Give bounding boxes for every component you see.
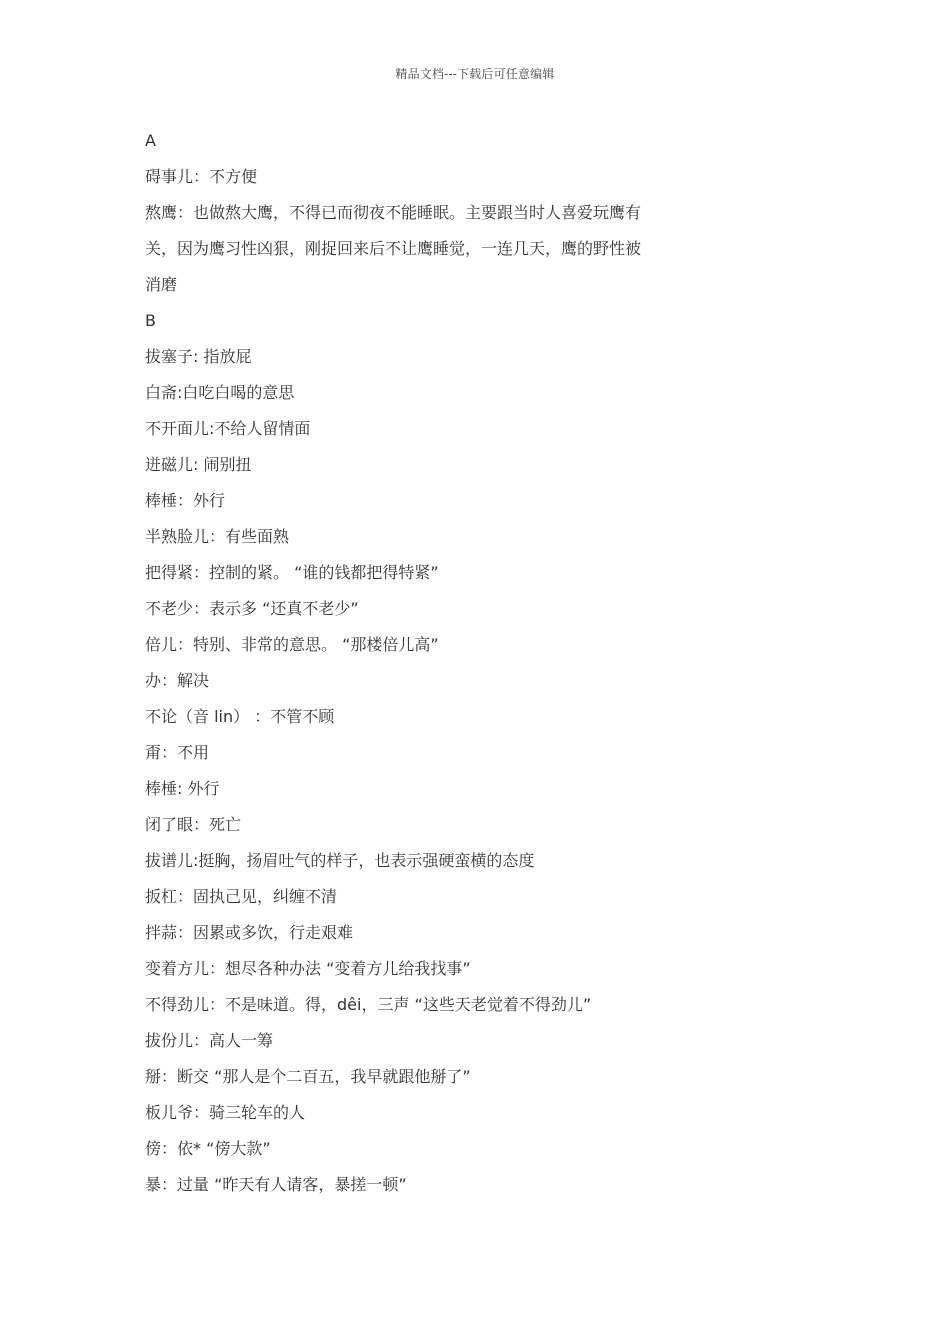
entry-line: 不论（音 lin） ：不管不顾 <box>145 707 335 726</box>
entry-line: 不得劲儿：不是味道。得，dêi，三声 “这些天老觉着不得劲儿” <box>145 995 592 1014</box>
entry-line: 熬鹰：也做熬大鹰，不得已而彻夜不能睡眠。主要跟当时人喜爱玩鹰有 <box>145 203 642 222</box>
entry-line: 拔份儿：高人一筹 <box>145 1031 274 1050</box>
section-letter-b: B <box>145 311 156 330</box>
entry-line: 变着方儿：想尽各种办法 “变着方儿给我找事” <box>145 959 471 978</box>
entry-line: 倍儿：特别、非常的意思。 “那楼倍儿高” <box>145 635 439 654</box>
entry-line: 甭：不用 <box>145 743 210 762</box>
entry-line: 白斋:白吃白喝的意思 <box>145 383 295 402</box>
entry-line: 棒棰：外行 <box>145 491 226 510</box>
entry-line: 拌蒜：因累或多饮，行走艰难 <box>145 923 354 942</box>
entry-line: 棒棰: 外行 <box>145 779 220 798</box>
page-header: 精品文档---下载后可任意编辑 <box>395 67 555 81</box>
entry-line: 傍：依* “傍大款” <box>145 1139 271 1158</box>
entry-line: 半熟脸儿：有些面熟 <box>145 527 290 546</box>
document-body <box>145 123 685 1203</box>
entry-line: 扳杠：固执己见，纠缠不清 <box>145 887 338 906</box>
entry-line: 暴：过量 “昨天有人请客，暴搓一顿” <box>145 1175 407 1194</box>
entry-line: 掰：断交 “那人是个二百五，我早就跟他掰了” <box>145 1067 471 1086</box>
entry-line: 拔塞子: 指放屁 <box>145 347 252 366</box>
entry-line: 拔谱儿:挺胸，扬眉吐气的样子，也表示强硬蛮横的态度 <box>145 851 535 870</box>
entry-line: 不老少：表示多 “还真不老少” <box>145 599 359 618</box>
entry-line: 关，因为鹰习性凶狠，刚捉回来后不让鹰睡觉，一连几天，鹰的野性被 <box>145 239 642 258</box>
entry-line: 闭了眼：死亡 <box>145 815 242 834</box>
entry-line: 碍事儿：不方便 <box>145 167 258 186</box>
entry-line: 板儿爷：骑三轮车的人 <box>145 1103 306 1122</box>
entry-line: 消磨 <box>145 275 178 294</box>
entry-line: 迸磁儿: 闹别扭 <box>145 455 252 474</box>
entry-line: 把得紧：控制的紧。 “谁的钱都把得特紧” <box>145 563 439 582</box>
section-letter-a: A <box>145 131 156 150</box>
entry-line: 不开面儿:不给人留情面 <box>145 419 311 438</box>
entry-line: 办：解决 <box>145 671 210 690</box>
